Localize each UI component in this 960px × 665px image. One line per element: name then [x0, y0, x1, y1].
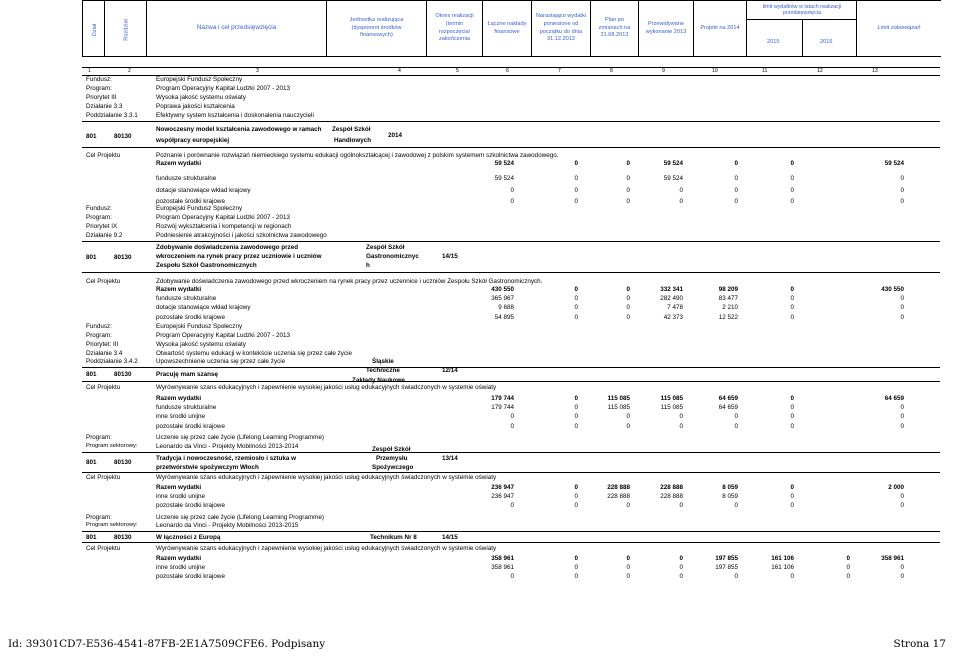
- p2-dzialanie-value: Podniesienie atrakcyjności i jakości szkolnictwa zawodowego: [156, 232, 327, 239]
- p5-okres: 14/15: [442, 534, 458, 541]
- p5-dzial: 801: [86, 534, 97, 541]
- value-cell-c7: 0: [574, 484, 578, 491]
- p5-rozdzial: 80130: [114, 534, 132, 541]
- header-narastajaco: Narastająco wydatki poniesione od początku do dnia 31.12.2012: [532, 1, 591, 56]
- p3-unit-line2: Techniczne: [366, 367, 400, 374]
- p3-unit-line3: Zakłady Naukowe: [352, 377, 405, 384]
- header-nazwa: Nazwa i cel przedsięwzięcia: [147, 1, 327, 56]
- value-cell-c11: 161 106: [771, 555, 794, 562]
- row-label: fundusze strukturalne: [156, 404, 217, 412]
- value-cell-c7: 0: [574, 404, 578, 412]
- col-num-1: 1: [88, 68, 91, 74]
- value-cell-c9: 0: [679, 186, 683, 194]
- p1-cel-label: Cel Projektu: [86, 152, 121, 159]
- value-cell-c10: 0: [734, 175, 738, 183]
- p5-cel-label: Cel Projektu: [86, 545, 121, 552]
- value-cell-c11: 0: [790, 422, 794, 430]
- p3-divider: [82, 367, 940, 368]
- value-cell-c6: 358 961: [491, 555, 514, 562]
- value-cell-c7: 0: [574, 175, 578, 183]
- value-cell-c8: 0: [626, 186, 630, 194]
- value-cell-c13: 0: [900, 197, 904, 205]
- value-cell-c9: 0: [679, 422, 683, 430]
- p5-name-line1: W łączności z Europą: [156, 534, 221, 541]
- p4-unit-line3: Spożywczego: [372, 464, 414, 471]
- p3-fundusz-label: Fundusz:: [86, 323, 112, 330]
- value-cell-c6: 59 524: [494, 160, 514, 167]
- value-cell-c6: 0: [510, 186, 514, 194]
- value-cell-c6: 358 961: [491, 564, 514, 572]
- p2-unit-line2: Gastronomicznyc: [366, 253, 419, 260]
- value-cell-c11: 161 106: [771, 564, 794, 572]
- p3-poddzialanie-value: Upowszechnienie uczenia się przez całe życie: [156, 358, 286, 365]
- header-dzial: Dział: [92, 23, 99, 37]
- p1-dzial: 801: [86, 133, 97, 140]
- value-cell-c8: 0: [626, 564, 630, 572]
- value-cell-c13: 0: [900, 502, 904, 510]
- value-cell-c8: 0: [626, 175, 630, 183]
- row-label: fundusze strukturalne: [156, 175, 217, 183]
- row-label: inne środki unijne: [156, 493, 206, 501]
- value-cell-c9: 0: [679, 555, 683, 562]
- value-cell-c13: 0: [900, 413, 904, 421]
- row-label: Razem wydatki: [156, 286, 202, 293]
- value-cell-c10: 197 855: [715, 555, 738, 562]
- value-cell-c9: 0: [679, 413, 683, 421]
- p5-sektorowy-label: Program sektorowy:: [86, 522, 138, 528]
- row-label: Razem wydatki: [156, 555, 202, 562]
- p2-name-line3: Zespołu Szkół Gastronomicznych: [156, 262, 257, 269]
- value-cell-c10: 64 659: [718, 395, 738, 402]
- value-cell-c6: 0: [510, 502, 514, 510]
- row-label: inne środki unijne: [156, 564, 206, 572]
- header-projekt: Projekt na 2014: [694, 1, 747, 56]
- value-cell-c10: 0: [734, 502, 738, 510]
- value-cell-c8: 0: [626, 502, 630, 510]
- header-okres: Okres realizacji (termin rozpoczęcia/ zakończenia: [427, 1, 483, 56]
- col-num-6: 6: [506, 68, 509, 74]
- value-cell-c7: 0: [574, 295, 578, 303]
- value-cell-c11: 0: [790, 295, 794, 303]
- p4-divider: [82, 452, 940, 453]
- value-cell-c8: 0: [626, 160, 630, 167]
- col-num-10: 10: [712, 68, 718, 74]
- p2-cel-text: Zdobywanie doświadczenia zawodowego przed wkroczeniem na rynek pracy przez uczennice i uczniów Zespołu Szkół Gastronomicznych.: [156, 278, 543, 285]
- value-cell-c8: 228 888: [607, 484, 630, 491]
- col-num-11: 11: [762, 68, 768, 74]
- row-label: pozostałe środki krajowe: [156, 313, 225, 321]
- header-plan: Plan po zmianach na 31.08.2013: [591, 1, 639, 56]
- document-id: Id: 39301CD7-E536-4541-87FB-2E1A7509CFE6. Podpisany: [8, 638, 326, 650]
- value-cell-c10: 0: [734, 413, 738, 421]
- value-cell-c13: 0: [900, 175, 904, 183]
- header-2016: 2016: [820, 39, 833, 45]
- value-cell-c6: 236 947: [491, 493, 514, 501]
- p3-name-line1: Pracuję mam szansę: [156, 371, 218, 378]
- value-cell-c11: 0: [790, 160, 794, 167]
- value-cell-c11: 0: [790, 502, 794, 510]
- value-cell-c9: 59 524: [663, 175, 683, 183]
- p4-sektorowy-value: Leonardo da Vinci - Projekty Mobilności 2013-2014: [156, 443, 299, 450]
- p4-divider-2: [82, 472, 940, 473]
- p3-cel-label: Cel Projektu: [86, 384, 121, 391]
- row-label: pozostałe środki krajowe: [156, 197, 225, 205]
- p1-fundusz-label: Fundusz:: [86, 76, 112, 83]
- value-cell-c10: 8 059: [722, 484, 738, 491]
- value-cell-c13: 0: [900, 493, 904, 501]
- value-cell-c11: 0: [790, 484, 794, 491]
- row-label: Razem wydatki: [156, 484, 202, 491]
- value-cell-c6: 0: [510, 573, 514, 581]
- value-cell-c10: 197 855: [715, 564, 738, 572]
- value-cell-c7: 0: [574, 502, 578, 510]
- value-cell-c13: 2 000: [888, 484, 904, 491]
- value-cell-c11: 0: [790, 493, 794, 501]
- value-cell-c13: 0: [900, 422, 904, 430]
- value-cell-c6: 365 967: [491, 295, 514, 303]
- p3-cel-text: Wyrównywanie szans edukacyjnych i zapewnienie wysokiej jakości usług edukacyjnych świadczonych w systemie oświaty: [156, 384, 497, 391]
- p3-rozdzial: 80130: [114, 371, 132, 378]
- header-przewidywane: Przewidywane wykonanie 2013: [639, 1, 694, 56]
- p1-priorytet-label: Priorytet III: [86, 94, 117, 101]
- row-label: Razem wydatki: [156, 395, 202, 402]
- value-cell-c11: 0: [790, 197, 794, 205]
- p2-priorytet-label: Priorytet IX: [86, 223, 118, 230]
- p3-program-value: Program Operacyjny Kapitał Ludzki 2007 - 2013: [156, 332, 291, 339]
- value-cell-c6: 236 947: [491, 484, 514, 491]
- value-cell-c8: 0: [626, 197, 630, 205]
- value-cell-c10: 0: [734, 197, 738, 205]
- p3-dzial: 801: [86, 371, 97, 378]
- p3-divider-2: [82, 381, 940, 382]
- value-cell-c7: 0: [574, 186, 578, 194]
- value-cell-c12: 0: [846, 555, 850, 562]
- value-cell-c8: 0: [626, 573, 630, 581]
- col-num-4: 4: [398, 68, 401, 74]
- value-cell-c9: 0: [679, 564, 683, 572]
- value-cell-c12: 0: [846, 573, 850, 581]
- row-label: Razem wydatki: [156, 160, 202, 167]
- value-cell-c11: 0: [790, 404, 794, 412]
- row-label: inne środki unijne: [156, 413, 206, 421]
- value-cell-c10: 0: [734, 422, 738, 430]
- p1-poddzialanie-label: Poddziałanie 3.3.1: [86, 112, 138, 119]
- value-cell-c7: 0: [574, 395, 578, 402]
- value-cell-c8: 115 085: [607, 395, 630, 402]
- header-limit-zobowiazan: Limit zobowiązań: [877, 24, 921, 31]
- header-limit-divider: [802, 19, 803, 56]
- p2-divider: [82, 241, 940, 242]
- row-label: dotacje stanowiące wkład krajowy: [156, 304, 251, 312]
- value-cell-c10: 64 659: [718, 404, 738, 412]
- value-cell-c8: 228 888: [607, 493, 630, 501]
- value-cell-c11: 0: [790, 186, 794, 194]
- value-cell-c9: 115 085: [660, 404, 683, 412]
- header-jednostka: Jednostka realizująca (dysponent środków finansowych): [327, 1, 427, 56]
- p5-program-value: Uczenie się przez całe życie (Lifelong Learning Programme): [156, 514, 324, 521]
- value-cell-c13: 430 550: [881, 286, 904, 293]
- row-label: pozostałe środki krajowe: [156, 573, 225, 581]
- value-cell-c9: 42 373: [663, 313, 683, 321]
- p3-priorytet-value: Wysoka jakość systemu oświaty: [156, 341, 246, 348]
- p1-name-line1: Nowoczesny model kształcenia zawodowego w ramach: [156, 126, 322, 133]
- value-cell-c8: 0: [626, 422, 630, 430]
- value-cell-c6: 0: [510, 422, 514, 430]
- p2-dzial: 801: [86, 254, 97, 261]
- p4-rozdzial: 80130: [114, 459, 132, 466]
- value-cell-c6: 9 688: [498, 304, 514, 312]
- p3-fundusz-value: Europejski Fundusz Społeczny: [156, 323, 243, 330]
- value-cell-c11: 0: [790, 313, 794, 321]
- p1-program-label: Program:: [86, 85, 112, 92]
- p2-cel-label: Cel Projektu: [86, 278, 121, 285]
- p1-poddzialanie-value: Efektywny system kształcenia i doskonalenia nauczycieli: [156, 112, 314, 119]
- value-cell-c11: 0: [790, 175, 794, 183]
- column-numbers: [82, 67, 940, 76]
- row-label: pozostałe środki krajowe: [156, 422, 225, 430]
- value-cell-c8: 0: [626, 286, 630, 293]
- value-cell-c9: 0: [679, 197, 683, 205]
- value-cell-c11: 0: [790, 573, 794, 581]
- p1-rozdzial: 80130: [114, 133, 132, 140]
- p3-unit-line1: Śląskie: [372, 358, 394, 365]
- p3-dzialanie-value: Otwartość systemu edukacji w kontekście uczenia się przez całe życie: [156, 350, 352, 357]
- col-num-9: 9: [662, 68, 665, 74]
- header-2015: 2015: [767, 39, 780, 45]
- value-cell-c10: 0: [734, 573, 738, 581]
- p1-unit-line1: Zespół Szkół: [332, 126, 371, 133]
- value-cell-c11: 0: [790, 395, 794, 402]
- value-cell-c9: 228 888: [660, 484, 683, 491]
- p1-unit-line2: Handlowych: [334, 137, 372, 144]
- value-cell-c7: 0: [574, 564, 578, 572]
- value-cell-c7: 0: [574, 313, 578, 321]
- value-cell-c13: 0: [900, 404, 904, 412]
- p1-name-line2: współpracy europejskiej: [156, 137, 230, 144]
- value-cell-c9: 0: [679, 573, 683, 581]
- value-cell-c8: 0: [626, 304, 630, 312]
- value-cell-c13: 358 961: [881, 555, 904, 562]
- p1-okres: 2014: [388, 132, 403, 139]
- p5-sektorowy-value: Leonardo da Vinci - Projekty Mobilności 2013-2015: [156, 522, 299, 529]
- header-limit: limit wydatków w latach realizacji przedsięwzięcia: [747, 1, 857, 20]
- p5-divider: [82, 531, 940, 532]
- value-cell-c10: 98 209: [718, 286, 738, 293]
- p4-program-value: Uczenie się przez całe życie (Lifelong Learning Programme): [156, 434, 324, 441]
- value-cell-c7: 0: [574, 413, 578, 421]
- value-cell-c9: 59 524: [663, 160, 683, 167]
- value-cell-c6: 54 895: [494, 313, 514, 321]
- value-cell-c10: 2 210: [722, 304, 738, 312]
- value-cell-c6: 0: [510, 413, 514, 421]
- p2-name-line1: Zdobywanie doświadczenia zawodowego przed: [156, 244, 299, 251]
- value-cell-c6: 59 524: [494, 175, 514, 183]
- value-cell-c8: 0: [626, 295, 630, 303]
- value-cell-c13: 0: [900, 295, 904, 303]
- col-num-8: 8: [610, 68, 613, 74]
- value-cell-c6: 179 744: [491, 395, 514, 402]
- p2-program-label: Program:: [86, 214, 112, 221]
- p2-unit-line1: Zespół Szkół: [366, 244, 405, 251]
- p3-poddzialanie-label: Poddziałanie 3.4.2: [86, 358, 138, 365]
- p4-name-line1: Tradycja i nowoczesność, rzemiosło i sztuka w: [156, 455, 296, 462]
- p3-dzialanie-label: Działanie 3.4: [86, 350, 123, 357]
- value-cell-c7: 0: [574, 555, 578, 562]
- p2-rozdzial: 80130: [114, 254, 132, 261]
- value-cell-c11: 0: [790, 286, 794, 293]
- value-cell-c10: 12 522: [718, 313, 738, 321]
- table-header: [82, 0, 941, 57]
- row-label: fundusze strukturalne: [156, 295, 217, 303]
- page-number: Strona 17: [893, 638, 946, 650]
- value-cell-c10: 83 477: [718, 295, 738, 303]
- value-cell-c7: 0: [574, 493, 578, 501]
- p5-divider-2: [82, 542, 940, 543]
- value-cell-c12: 0: [846, 564, 850, 572]
- p2-program-value: Program Operacyjny Kapitał Ludzki 2007 - 2013: [156, 214, 291, 221]
- col-num-13: 13: [872, 68, 878, 74]
- p4-name-line2: przetwórstwie spożywczym Włoch: [156, 464, 259, 471]
- value-cell-c13: 0: [900, 564, 904, 572]
- value-cell-c6: 430 550: [491, 286, 514, 293]
- p4-sektorowy-label: Program sektorowy:: [86, 443, 138, 449]
- value-cell-c6: 179 744: [491, 404, 514, 412]
- value-cell-c13: 0: [900, 304, 904, 312]
- p1-dzialanie-value: Poprawa jakości kształcenia: [156, 103, 235, 110]
- value-cell-c7: 0: [574, 160, 578, 167]
- value-cell-c8: 0: [626, 413, 630, 421]
- value-cell-c9: 115 085: [660, 395, 683, 402]
- p4-unit-line1: Zespół Szkół: [372, 446, 411, 453]
- col-num-3: 3: [256, 68, 259, 74]
- p2-okres: 14/15: [442, 253, 458, 260]
- value-cell-c11: 0: [790, 304, 794, 312]
- value-cell-c13: 0: [900, 186, 904, 194]
- p3-okres: 12/14: [442, 367, 458, 374]
- value-cell-c7: 0: [574, 304, 578, 312]
- value-cell-c8: 115 085: [607, 404, 630, 412]
- col-num-12: 12: [817, 68, 823, 74]
- value-cell-c10: 0: [734, 186, 738, 194]
- p4-dzial: 801: [86, 459, 97, 466]
- value-cell-c10: 8 059: [722, 493, 738, 501]
- p4-cel-text: Wyrównywanie szans edukacyjnych i zapewnienie wysokiej jakości usług edukacyjnych świadczonych w systemie oświaty: [156, 474, 497, 481]
- p2-fundusz-value: Europejski Fundusz Społeczny: [156, 205, 243, 212]
- value-cell-c13: 64 659: [884, 395, 904, 402]
- p2-fundusz-label: Fundusz:: [86, 205, 112, 212]
- p2-dzialanie-label: Działanie 9.2: [86, 232, 123, 239]
- p4-unit-line2: Przemysłu: [376, 455, 408, 462]
- value-cell-c13: 0: [900, 573, 904, 581]
- row-label: pozostałe środki krajowe: [156, 502, 225, 510]
- value-cell-c9: 332 341: [660, 286, 683, 293]
- p4-program-label: Program:: [86, 434, 112, 441]
- header-laczne: Łączne nakłady finansowe: [483, 1, 532, 56]
- value-cell-c9: 228 888: [660, 493, 683, 501]
- p1-priorytet-value: Wysoka jakość systemu oświaty: [156, 94, 246, 101]
- value-cell-c13: 0: [900, 313, 904, 321]
- p2-name-line2: wkroczeniem na rynek pracy przez uczniowie i uczniów: [156, 253, 322, 260]
- value-cell-c8: 0: [626, 555, 630, 562]
- value-cell-c10: 0: [734, 160, 738, 167]
- p1-fundusz-value: Europejski Fundusz Społeczny: [156, 76, 243, 83]
- value-cell-c9: 0: [679, 502, 683, 510]
- p3-program-label: Program:: [86, 332, 112, 339]
- p5-cel-text: Wyrównywanie szans edukacyjnych i zapewnienie wysokiej jakości usług edukacyjnych świadczonych w systemie oświaty: [156, 545, 497, 552]
- p1-divider: [82, 121, 940, 122]
- p5-unit-line1: Technikum Nr 8: [370, 534, 417, 541]
- p1-cel-text: Poznanie i porównanie rozwiązań niemieckiego systemu edukacji ogólnokształcącej i zawodowej z polskim systemem szkolnictwa zawodowego.: [156, 152, 559, 159]
- value-cell-c11: 0: [790, 413, 794, 421]
- row-label: dotacje stanowiące wkład krajowy: [156, 186, 251, 194]
- col-num-2: 2: [128, 68, 131, 74]
- value-cell-c9: 7 478: [667, 304, 683, 312]
- p4-okres: 13/14: [442, 455, 458, 462]
- value-cell-c7: 0: [574, 573, 578, 581]
- value-cell-c8: 0: [626, 313, 630, 321]
- value-cell-c7: 0: [574, 197, 578, 205]
- p5-program-label: Program:: [86, 514, 112, 521]
- header-rozdzial: Rozdział: [123, 19, 130, 41]
- col-num-7: 7: [558, 68, 561, 74]
- value-cell-c9: 282 490: [660, 295, 683, 303]
- col-num-5: 5: [456, 68, 459, 74]
- value-cell-c13: 59 524: [884, 160, 904, 167]
- p1-divider-2: [82, 147, 940, 148]
- value-cell-c7: 0: [574, 422, 578, 430]
- p2-priorytet-value: Rozwój wykształcenia i kompetencji w regionach: [156, 223, 292, 230]
- p4-cel-label: Cel Projektu: [86, 474, 121, 481]
- p2-unit-line3: h: [366, 262, 370, 269]
- p1-program-value: Program Operacyjny Kapitał Ludzki 2007 - 2013: [156, 85, 291, 92]
- p1-dzialanie-label: Działanie 3.3: [86, 103, 123, 110]
- p2-divider-2: [82, 272, 940, 273]
- value-cell-c7: 0: [574, 286, 578, 293]
- p3-priorytet-label: Priorytet: III: [86, 341, 119, 348]
- value-cell-c6: 0: [510, 197, 514, 205]
